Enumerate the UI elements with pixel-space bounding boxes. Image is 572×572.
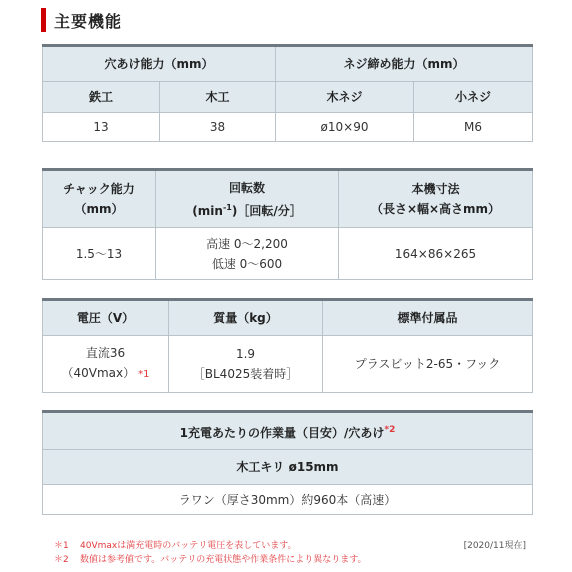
screw-capacity-header: ネジ締め能力（mm） [276,46,533,82]
footnote-2-ref: *2 [384,424,396,435]
wood-screw-header: 木ネジ [276,82,414,113]
steel-header: 鉄工 [43,82,160,113]
work-per-charge-value: ラワン（厚さ30mm）約960本（高速） [43,485,533,515]
wood-bit-header: 木工キリ ø15mm [43,450,533,485]
wood-screw-value: ø10×90 [276,113,414,142]
wood-header: 木工 [160,82,276,113]
rpm-label: 回転数 [228,180,265,195]
drilling-capacity-header: 穴あけ能力（mm） [43,46,276,82]
heading-accent-bar [41,8,46,32]
dimensions-header [339,170,533,228]
voltage-dc: 直流36 [85,346,126,360]
mass-header: 質量（kg） [169,300,323,336]
chuck-capacity-value: 1.5～13 [43,228,156,280]
voltage-header: 電圧（V） [43,300,169,336]
footnote-1-mark: ＊1 [54,541,69,551]
voltage-value [43,336,169,393]
footnote-2-mark: ＊2 [54,555,69,565]
work-per-charge-header: 1充電あたりの作業量（目安）/穴あけ$^{*2}$ [43,412,533,450]
footnote-1-ref: *1 [138,369,150,380]
accessories-value: プラスビット2-65・フック [323,336,533,393]
rpm-value [156,228,339,280]
mass-kg: 1.9 [235,347,256,361]
footnote-2 [54,553,367,567]
mass-value [169,336,323,393]
chuck-capacity-header [43,170,156,228]
voltage-mass-accessories-table [42,298,533,393]
wood-value: 38 [160,113,276,142]
mass-battery-note: ［BL4025装着時］ [192,367,299,381]
work-per-charge-table [42,410,533,515]
section-heading [41,8,122,32]
chuck-capacity-label: チャック能力 [63,182,135,196]
machine-screw-value: M6 [414,113,533,142]
chuck-rpm-dimensions-table [42,168,533,280]
as-of-date: [2020/11現在] [463,541,526,551]
footnotes [54,539,367,567]
voltage-max: （40Vmax） *1 [61,366,150,380]
steel-value: 13 [43,113,160,142]
footnote-1-text: 40Vmaxは満充電時のバッテリ電圧を表しています。 [80,541,297,551]
rpm-low-value: 低速 0～600 [211,256,283,271]
rpm-header [156,170,339,228]
rpm-high-value: 高速 0～2,200 [206,236,288,251]
rpm-unit: $(\min^{-1})[$回転/分］ [192,202,302,218]
dimensions-value: 164×86×265 [339,228,533,280]
page-title: 主要機能 [54,11,123,31]
accessories-header: 標準付属品 [323,300,533,336]
capacity-table [42,44,533,142]
footnote-1 [54,539,367,553]
chuck-capacity-unit: （mm） [74,202,124,216]
dimensions-unit: （長さ×幅×高さmm） [370,202,501,216]
dimensions-label: 本機寸法 [411,182,460,196]
footnote-2-text: 数値は参考値です。バッテリの充電状態や作業条件により異なります。 [80,555,367,565]
machine-screw-header: 小ネジ [414,82,533,113]
